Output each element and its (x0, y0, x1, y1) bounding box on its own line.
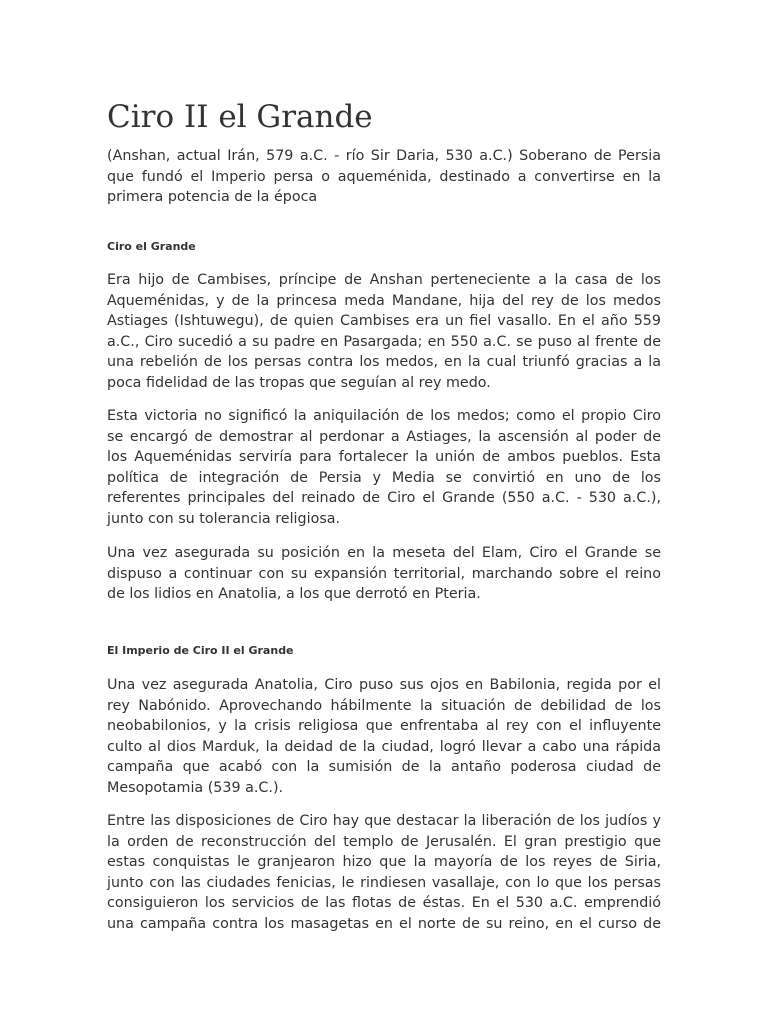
paragraph-line: rey Nabónido. Aprovechando hábilmente la situación de debilidad de los (107, 697, 661, 714)
body-paragraph-3 (107, 543, 661, 605)
section-heading-ciro-el-grande: Ciro el Grande (107, 240, 196, 253)
body-paragraph-5 (107, 811, 661, 934)
body-paragraph-1 (107, 270, 661, 393)
paragraph-line: junto con su tolerancia religiosa. (107, 510, 341, 527)
paragraph-line: estas conquistas le granjearon hizo que la mayoría de los reyes de Siria, (107, 854, 661, 870)
intro-line: primera potencia de la época (107, 189, 318, 205)
paragraph-line: Esta victoria no significó la aniquilación de los medos; como el propio Ciro (107, 408, 661, 424)
paragraph-line: una rebelión de los persas contra los medos, en la cual triunfó gracias a la (107, 354, 661, 370)
paragraph-line: Una vez asegurada Anatolia, Ciro puso sus ojos en Babilonia, regida por el (107, 677, 661, 693)
paragraph-line: los Aqueménidas serviría para fortalecer la unión de ambos pueblos. Esta (107, 449, 661, 465)
paragraph-line: Mesopotamia (539 a.C.). (107, 779, 284, 796)
paragraph-line: la orden de reconstrucción del templo de Jerusalén. El gran prestigio que (107, 833, 661, 850)
paragraph-line: campaña que acabó con la sumisión de la antaño poderosa ciudad de (107, 759, 661, 775)
paragraph-line: se encargó de demostrar al perdonar a Astiages, la ascensión al poder de (107, 428, 661, 445)
paragraph-line: de los lidios en Anatolia, a los que derrotó en Pteria. (107, 586, 481, 602)
intro-line: (Anshan, actual Irán, 579 a.C. - río Sir Daria, 530 a.C.) Soberano de Persia (107, 148, 661, 164)
paragraph-line: neobabilonios, y la crisis religiosa que enfrentaba al rey con el influyente (107, 718, 661, 734)
body-paragraph-4 (107, 675, 661, 798)
paragraph-line: dispuso a continuar con su expansión territorial, marchando sobre el reino (107, 565, 661, 582)
paragraph-line: Una vez asegurada su posición en la meseta del Elam, Ciro el Grande se (107, 545, 661, 561)
paragraph-line: referentes principales del reinado de Ciro el Grande (550 a.C. - 530 a.C.), (107, 490, 661, 506)
paragraph-line: Era hijo de Cambises, príncipe de Anshan perteneciente a la casa de los (107, 272, 661, 288)
paragraph-line: Aqueménidas, y de la princesa meda Mandane, hija del rey de los medos (107, 292, 661, 309)
paragraph-line: consiguieron los servicios de las flotas de éstas. En el 530 a.C. emprendió (107, 895, 661, 911)
paragraph-line: poca fidelidad de las tropas que seguían al rey medo. (107, 374, 491, 391)
paragraph-line: política de integración de Persia y Media se convirtió en uno de los (107, 469, 661, 486)
body-paragraph-2 (107, 406, 661, 529)
intro-line: que fundó el Imperio persa o aqueménida, destinado a convertirse en la (107, 168, 661, 185)
paragraph-line: junto con las ciudades fenicias, le rindiesen vasallaje, con lo que los persas (107, 874, 661, 891)
paragraph-line: Entre las disposiciones de Ciro hay que destacar la liberación de los judíos y (107, 813, 661, 829)
paragraph-line: Astiages (Ishtuwegu), de quien Cambises era un fiel vasallo. En el año 559 (107, 313, 661, 329)
article-title: Ciro II el Grande (107, 99, 373, 135)
section-heading-imperio: El Imperio de Ciro II el Grande (107, 644, 294, 657)
paragraph-line: a.C., Ciro sucedió a su padre en Pasargada; en 550 a.C. se puso al frente de (107, 333, 661, 350)
paragraph-line: una campaña contra los masagetas en el norte de su reino, en el curso de (107, 915, 661, 932)
intro-paragraph (107, 146, 661, 208)
paragraph-line: culto al dios Marduk, la deidad de la ciudad, logró llevar a cabo una rápida (107, 738, 661, 755)
